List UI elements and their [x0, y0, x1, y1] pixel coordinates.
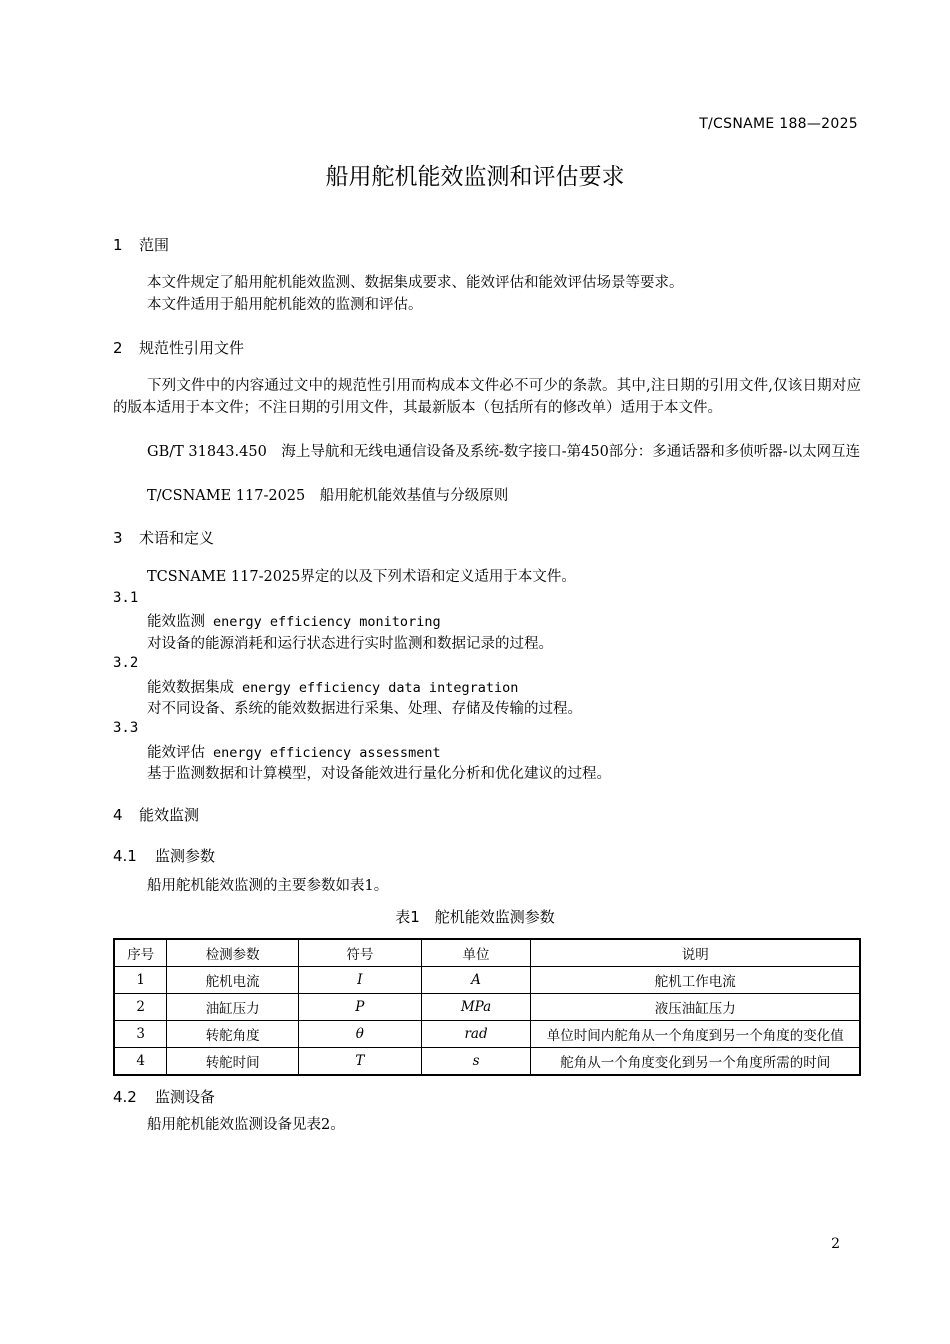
term-english: energy efficiency monitoring [213, 614, 441, 630]
table-cell: θ [299, 1021, 422, 1048]
table-cell: T [299, 1048, 422, 1076]
term-definition: 对不同设备、系统的能效数据进行采集、处理、存储及传输的过程。 [147, 701, 582, 717]
section-title: 能效监测 [139, 806, 200, 824]
table-cell: 转舵时间 [167, 1048, 299, 1076]
table-cell: A [421, 967, 531, 994]
table-header-cell: 单位 [421, 939, 531, 967]
section-4-heading [113, 804, 199, 825]
term-definition: 基于监测数据和计算模型，对设备能效进行量化分析和优化建议的过程。 [147, 766, 611, 782]
table-cell: 液压油缸压力 [531, 994, 860, 1021]
paragraph: 船用舵机能效监测的主要参数如表1。 [147, 878, 389, 894]
document-title: 船用舵机能效监测和评估要求 [325, 164, 625, 190]
table-header-cell: 检测参数 [167, 939, 299, 967]
table-cell: 舵机工作电流 [531, 967, 860, 994]
subsection-4-1-heading [113, 845, 215, 866]
subsection-title: 监测参数 [155, 847, 216, 865]
table-row [114, 994, 860, 1021]
section-3-heading [113, 527, 214, 548]
section-2-heading [113, 337, 244, 358]
term-english: energy efficiency assessment [213, 745, 441, 761]
term-name: 能效数据集成 [147, 680, 234, 696]
paragraph: 船用舵机能效监测设备见表2。 [147, 1117, 345, 1133]
subsection-title: 监测设备 [155, 1088, 216, 1106]
section-number: 2 [113, 339, 123, 357]
section-title: 术语和定义 [139, 529, 215, 547]
table-cell: 油缸压力 [167, 994, 299, 1021]
term-number: 3.2 [113, 655, 139, 671]
term-name: 能效监测 [147, 614, 205, 630]
paragraph: 本文件规定了船用舵机能效监测、数据集成要求、能效评估和能效评估场景等要求。 [147, 275, 684, 291]
reference-item: GB/T 31843.450 海上导航和无线电通信设备及系统-数字接口-第450部分：多通话器和多侦听器-以太网互连 [147, 444, 861, 460]
table-cell: 舵角从一个角度变化到另一个角度所需的时间 [531, 1048, 860, 1076]
monitoring-parameters-table [113, 938, 861, 1076]
table-row [114, 1048, 860, 1076]
term-english: energy efficiency data integration [242, 680, 519, 696]
section-1-heading [113, 234, 169, 255]
section-title: 范围 [139, 236, 170, 254]
term-definition: 对设备的能源消耗和运行状态进行实时监测和数据记录的过程。 [147, 636, 553, 652]
table-cell: 舵机电流 [167, 967, 299, 994]
subsection-number: 4.2 [113, 1088, 137, 1106]
table-header-cell: 序号 [114, 939, 167, 967]
paragraph: TCSNAME 117-2025界定的以及下列术语和定义适用于本文件。 [147, 569, 576, 585]
term-number: 3.1 [113, 590, 139, 606]
table-cell: rad [421, 1021, 531, 1048]
table-caption: 表1 舵机能效监测参数 [395, 908, 555, 926]
table-cell: I [299, 967, 422, 994]
section-number: 4 [113, 806, 123, 824]
table-cell: 1 [114, 967, 167, 994]
table-header-row [114, 939, 860, 967]
table-cell: 单位时间内舵角从一个角度到另一个角度的变化值 [531, 1021, 860, 1048]
reference-item: T/CSNAME 117-2025 船用舵机能效基值与分级原则 [147, 488, 509, 504]
section-title: 规范性引用文件 [139, 339, 245, 357]
table-row [114, 967, 860, 994]
paragraph: 下列文件中的内容通过文中的规范性引用而构成本文件必不可少的条款。其中,注日期的引用文件,仅该日期对应的版本适用于本文件；不注日期的引用文件，其最新版本（包括所有的修改单）适用于本文件。 [113, 378, 861, 416]
term-name: 能效评估 [147, 745, 205, 761]
table-header-cell: 符号 [299, 939, 422, 967]
table-cell: s [421, 1048, 531, 1076]
table-cell: P [299, 994, 422, 1021]
table-row [114, 1021, 860, 1048]
paragraph: 本文件适用于船用舵机能效的监测和评估。 [147, 297, 423, 313]
section-number: 1 [113, 236, 123, 254]
table-cell: 4 [114, 1048, 167, 1076]
table-cell: 转舵角度 [167, 1021, 299, 1048]
term-entry [147, 610, 441, 631]
document-code: T/CSNAME 188—2025 [699, 116, 858, 132]
subsection-number: 4.1 [113, 847, 137, 865]
term-entry [147, 741, 441, 762]
section-number: 3 [113, 529, 123, 547]
table-cell: MPa [421, 994, 531, 1021]
table-cell: 2 [114, 994, 167, 1021]
table-cell: 3 [114, 1021, 167, 1048]
subsection-4-2-heading [113, 1086, 215, 1107]
table-header-cell: 说明 [531, 939, 860, 967]
page-number: 2 [831, 1236, 840, 1252]
term-entry [147, 676, 518, 697]
term-number: 3.3 [113, 720, 139, 736]
